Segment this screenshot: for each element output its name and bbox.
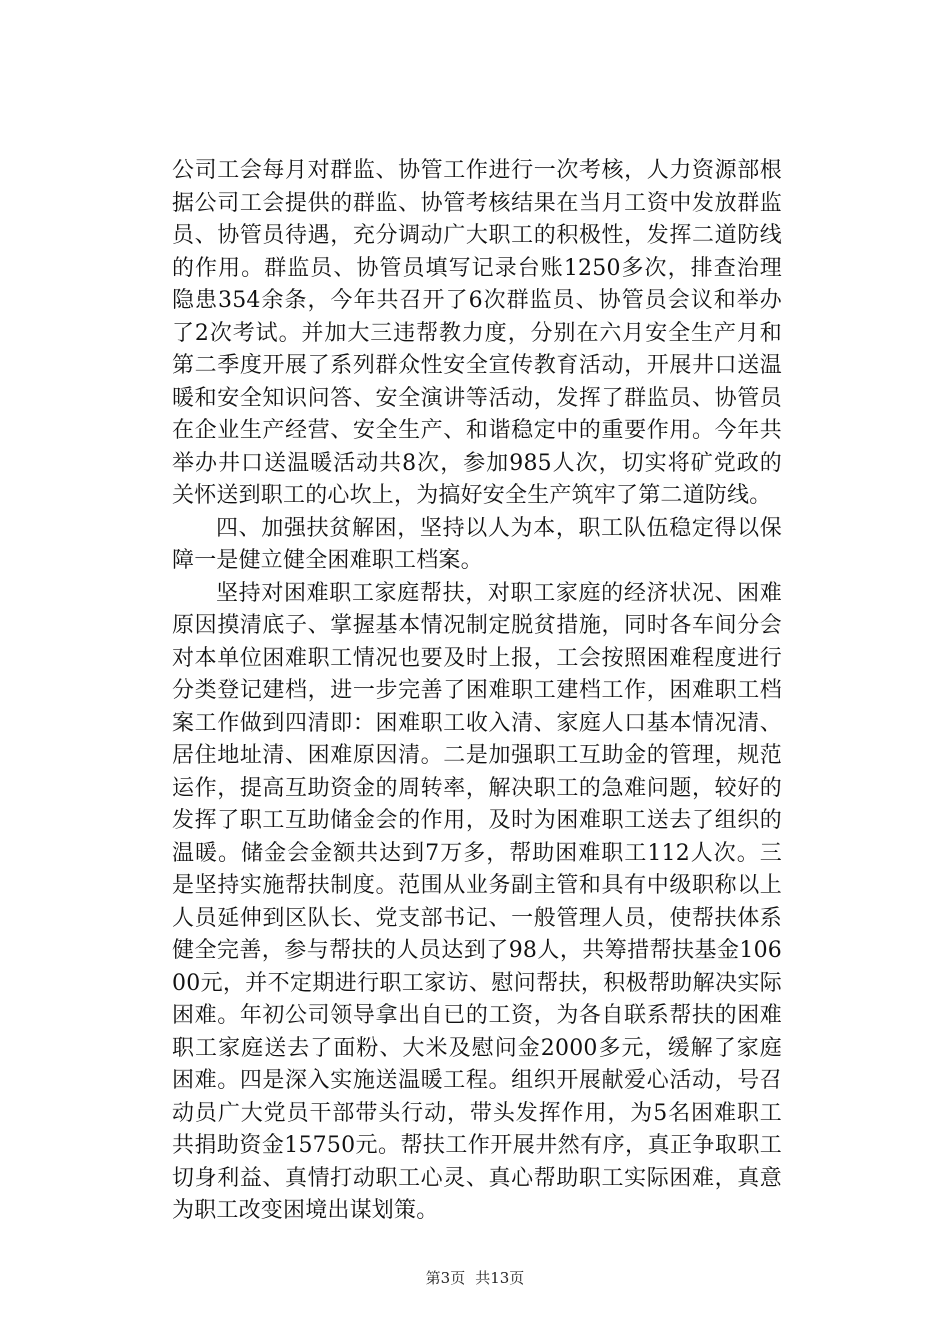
page-footer: [0, 1268, 950, 1288]
page-total: 共13页: [475, 1269, 525, 1287]
paragraph-group-supervision: 公司工会每月对群监、协管工作进行一次考核，人力资源部根据公司工会提供的群监、协管考核结果在当月工资中发放群监员、协管员待遇，充分调动广大职工的积极性，发挥二道防线的作用。群监员、协管员填写记录台账1250多次，排查治理隐患354余条，今年共召开了6次群监员、协管员会议和举办了2次考试。并加大三违帮教力度，分别在六月安全生产月和第二季度开展了系列群众性安全宣传教育活动，开展井口送温暖和安全知识问答、安全演讲等活动，发挥了群监员、协管员在企业生产经营、安全生产、和谐稳定中的重要作用。今年共举办井口送温暖活动共8次，参加985人次，切实将矿党政的关怀送到职工的心坎上，为搞好安全生产筑牢了第二道防线。: [172, 158, 782, 508]
page-number: 第3页: [425, 1269, 466, 1287]
paragraph-section-heading-poverty-relief: 四、加强扶贫解困，坚持以人为本，职工队伍稳定得以保障一是健立健全困难职工档案。: [172, 515, 782, 573]
paragraph-assistance-measures: 坚持对困难职工家庭帮扶，对职工家庭的经济状况、困难原因摸清底子、掌握基本情况制定脱贫措施，同时各车间分会对本单位困难职工情况也要及时上报，工会按照困难程度进行分类登记建档，进一步完善了困难职工建档工作，困难职工档案工作做到四清即：困难职工收入清、家庭人口基本情况清、居住地址清、困难原因清。二是加强职工互助金的管理，规范运作，提高互助资金的周转率，解决职工的急难问题，较好的发挥了职工互助储金会的作用，及时为困难职工送去了组织的温暖。储金会金额共达到7万多，帮助困难职工112人次。三是坚持实施帮扶制度。范围从业务副主管和具有中级职称以上人员延伸到区队长、党支部书记、一般管理人员，使帮扶体系健全完善，参与帮扶的人员达到了98人，共筹措帮扶基金10600元，并不定期进行职工家访、慰问帮扶，积极帮助解决实际困难。年初公司领导拿出自已的工资，为各自联系帮扶的困难职工家庭送去了面粉、大米及慰问金2000多元，缓解了家庭困难。四是深入实施送温暖工程。组织开展献爱心活动，号召动员广大党员干部带头行动，带头发挥作用，为5名困难职工共捐助资金15750元。帮扶工作开展井然有序，真正争取职工切身利益、真情打动职工心灵、真心帮助职工实际困难，真意为职工改变困境出谋划策。: [172, 580, 782, 1223]
document-body: [172, 155, 782, 1228]
